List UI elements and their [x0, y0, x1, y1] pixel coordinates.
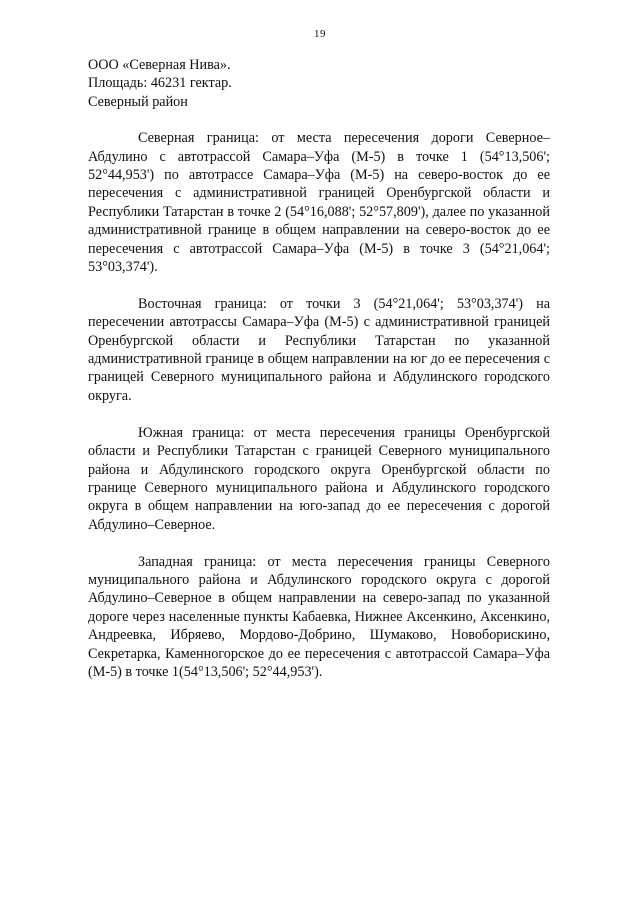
page-number: 19: [314, 28, 326, 40]
header-block: [88, 56, 550, 111]
west-border-paragraph: Западная граница: от места пересечения границы Северного муниципального района и Абдулинского городского округа с дорогой Абдулино–Северное в общем направлении на северо-запад по указанной дороге через населенные пункты Кабаевка, Нижнее Аксенкино, Аксенкино, Андреевка, Ибряево, Мордово-Добрино, Шумаково, Новоборискино, Секретарка, Каменногорское до ее пересечения с автотрассой Самара–Уфа (М-5) в точке 1(54°13,506'; 52°44,953').: [88, 553, 550, 680]
south-border-paragraph: Южная граница: от места пересечения границы Оренбургской области и Республики Татарстан с границей Северного муниципального района и Абдулинского городского округа Оренбургской области по границе Северного муниципального района и Абдулинского городского округа в общем направлении на юго-запад до ее пересечения с дорогой Абдулино–Северное.: [88, 424, 550, 533]
north-border-paragraph: Северная граница: от места пересечения дороги Северное–Абдулино с автотрассой Самара–Уфа (М-5) в точке 1 (54°13,506'; 52°44,953') по автотрассе Самара–Уфа (М-5) на северо-восток до ее пересечения с административной границей Оренбургской области и Республики Татарстан в точке 2 (54°16,088'; 52°57,809'), далее по указанной административной границе в общем направлении на северо-восток до ее пересечения с автотрассой Самара–Уфа (М-5) в точке 3 (54°21,064'; 53°03,374').: [88, 130, 550, 276]
area-line: Площадь: 46231 гектар.: [88, 75, 232, 92]
district-name: Северный район: [88, 93, 188, 110]
organization-name: ООО «Северная Нива».: [88, 57, 231, 73]
east-border-paragraph: Восточная граница: от точки 3 (54°21,064'; 53°03,374') на пересечении автотрассы Самара–Уфа (М-5) с административной границей Оренбургской области и Республики Татарстан по указанной административной границе в общем направлении на юг до ее пересечения с границей Северного муниципального района и Абдулинского городского округа.: [88, 295, 550, 404]
document-body: [88, 56, 550, 700]
